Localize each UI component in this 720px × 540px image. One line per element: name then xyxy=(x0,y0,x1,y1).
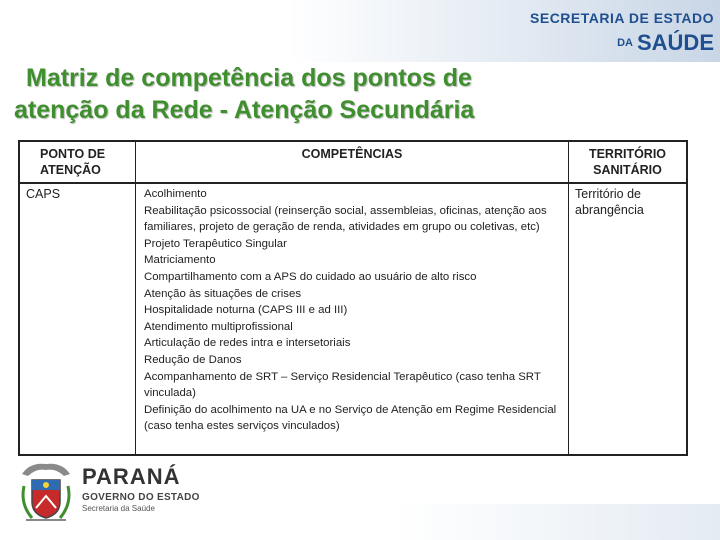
header-territorio-line2: SANITÁRIO xyxy=(593,163,662,177)
header-ponto-line2: ATENÇÃO xyxy=(40,163,101,177)
parana-wordmark: PARANÁ xyxy=(82,464,181,489)
title-line2: atenção da Rede - Atenção Secundária xyxy=(14,96,475,124)
brand-line2 xyxy=(530,30,714,56)
competencia-item: Acolhimento xyxy=(144,188,207,200)
governo-wordmark: GOVERNO DO ESTADO xyxy=(82,492,200,503)
competency-table xyxy=(18,140,688,456)
competencia-item: Matriciamento xyxy=(144,254,216,267)
header-territorio-line1: TERRITÓRIO xyxy=(588,147,667,161)
territorio-line2: abrangência xyxy=(575,203,644,217)
header-territorio xyxy=(569,142,686,182)
header-ponto-line1: PONTO DE xyxy=(40,147,106,161)
cell-territorio xyxy=(569,184,686,456)
competencia-item: Reabilitação psicossocial (reinserção social, assembleias, oficinas, atenção aos familiares, projeto de geração de renda, atividades em grupo ou coletivas, etc) xyxy=(144,204,547,234)
competencia-item: Atenção às situações de crises xyxy=(144,287,302,300)
header-ponto-atencao xyxy=(20,142,136,182)
competencia-item: Compartilhamento com a APS do cuidado ao usuário de alto risco xyxy=(144,270,477,283)
secretaria-wordmark: Secretaria da Saúde xyxy=(82,504,155,513)
cell-ponto: CAPS xyxy=(20,184,136,456)
table-header-row xyxy=(20,142,686,184)
table-row xyxy=(20,184,686,456)
slide-title xyxy=(14,62,614,126)
competencia-item: Definição do acolhimento na UA e no Serviço de Atenção em Regime Residencial (caso tenha estes serviços vinculados) xyxy=(144,403,557,433)
competencia-item: Articulação de redes intra e intersetoriais xyxy=(144,337,351,350)
competencia-item: Atendimento multiprofissional xyxy=(144,320,293,333)
brand-saude: SAÚDE xyxy=(636,30,714,55)
cell-competencias xyxy=(136,184,569,456)
title-line1: Matriz de competência dos pontos de xyxy=(26,64,472,92)
competencia-item: Acompanhamento de SRT – Serviço Residencial Terapêutico (caso tenha SRT vinculada) xyxy=(144,370,541,400)
header-competencias: COMPETÊNCIAS xyxy=(136,142,569,182)
secretaria-logo xyxy=(530,10,714,56)
competencia-item: Redução de Danos xyxy=(144,353,242,366)
territorio-line1: Território de xyxy=(575,187,641,201)
competencia-item: Hospitalidade noturna (CAPS III e ad III) xyxy=(144,304,348,317)
governo-parana-logo xyxy=(82,464,200,513)
competencia-item: Projeto Terapêutico Singular xyxy=(144,237,287,250)
brand-da: DA xyxy=(617,37,633,49)
brand-line1: SECRETARIA DE ESTADO xyxy=(530,10,714,26)
parana-coat-of-arms-icon xyxy=(16,456,76,526)
